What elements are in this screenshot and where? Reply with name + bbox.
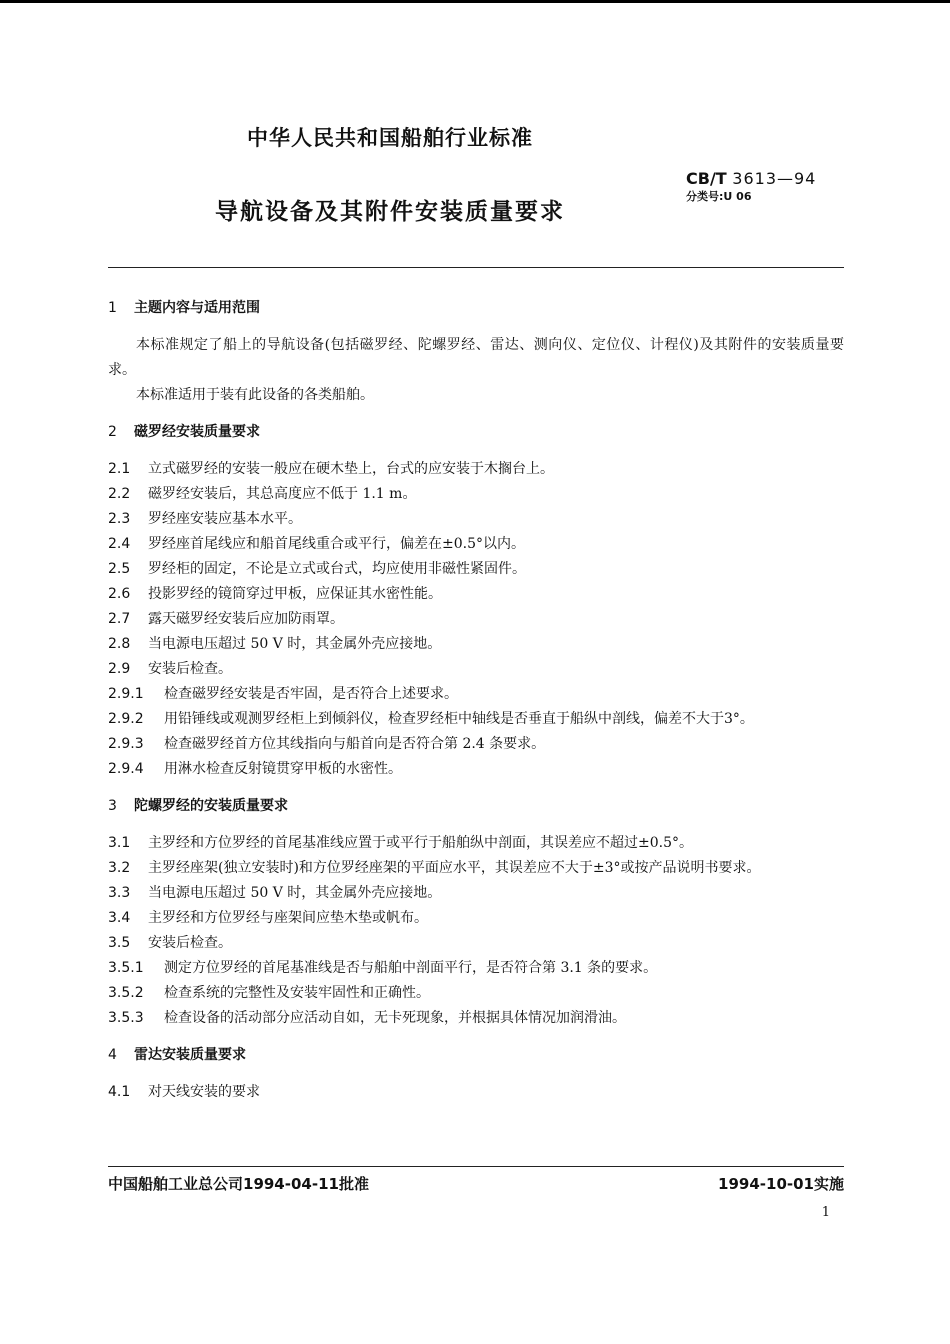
clause-text: 当电源电压超过 50 V 时，其金属外壳应接地。	[148, 636, 442, 652]
clause-number: 3.1	[108, 835, 131, 851]
clause-text: 当电源电压超过 50 V 时，其金属外壳应接地。	[148, 885, 442, 901]
standard-name: 中华人民共和国船舶行业标准	[247, 126, 533, 150]
clause	[108, 1006, 844, 1031]
clause	[108, 757, 844, 782]
clause	[108, 582, 844, 607]
clause-number: 3.5	[108, 935, 131, 951]
clause-text: 对天线安装的要求	[148, 1084, 260, 1100]
clause-text: 主罗经座架(独立安装时)和方位罗经座架的平面应水平，其误差应不大于±3°或按产品说明书要求。	[148, 860, 761, 876]
clause	[108, 507, 844, 532]
section-number: 4	[108, 1047, 117, 1063]
clause-number: 2.5	[108, 561, 131, 577]
clause-text: 罗经柜的固定，不论是立式或台式，均应使用非磁性紧固件。	[148, 561, 526, 577]
clause-number: 3.4	[108, 910, 131, 926]
clause	[108, 956, 844, 981]
section-heading	[108, 1043, 844, 1068]
paragraph: 本标准规定了船上的导航设备(包括磁罗经、陀螺罗经、雷达、测向仪、定位仪、计程仪)及其附件的安装质量要求。	[108, 337, 844, 378]
clause-number: 3.5.1	[108, 960, 144, 976]
clause	[108, 707, 844, 732]
clause-number: 3.5.3	[108, 1010, 144, 1026]
section-heading	[108, 420, 844, 445]
clause	[108, 881, 844, 906]
clause-number: 4.1	[108, 1084, 131, 1100]
clause	[108, 682, 844, 707]
clause-text: 立式磁罗经的安装一般应在硬木垫上，台式的应安装于木搁台上。	[148, 461, 554, 477]
clause-text: 主罗经和方位罗经与座架间应垫木垫或帆布。	[148, 910, 428, 926]
clause-number: 2.9.4	[108, 761, 144, 777]
clause-text: 检查设备的活动部分应活动自如，无卡死现象，并根据具体情况加润滑油。	[164, 1010, 626, 1026]
section-title: 磁罗经安装质量要求	[134, 424, 260, 440]
classification-number: 分类号:U 06	[686, 190, 752, 203]
clause-number: 2.2	[108, 486, 131, 502]
clause-text: 投影罗经的镜筒穿过甲板，应保证其水密性能。	[148, 586, 442, 602]
clause-number: 3.2	[108, 860, 131, 876]
clause-text: 用铅锤线或观测罗经柜上到倾斜仪，检查罗经柜中轴线是否垂直于船纵中剖线，偏差不大于3°。	[164, 711, 754, 727]
clause-text: 检查系统的完整性及安装牢固性和正确性。	[164, 985, 430, 1001]
clause	[108, 906, 844, 931]
section-title: 陀螺罗经的安装质量要求	[134, 798, 288, 814]
approval-line: 中国船舶工业总公司1994-04-11批准	[108, 1175, 369, 1193]
clause-text: 用淋水检查反射镜贯穿甲板的水密性。	[164, 761, 402, 777]
clause-text: 罗经座首尾线应和船首尾线重合或平行，偏差在±0.5°以内。	[148, 536, 525, 552]
clause-number: 2.4	[108, 536, 131, 552]
clause-number: 2.9.2	[108, 711, 144, 727]
clause-number: 3.5.2	[108, 985, 144, 1001]
clause-text: 检查磁罗经首方位其线指向与船首向是否符合第 2.4 条要求。	[164, 736, 546, 752]
document-body	[108, 296, 844, 1105]
clause	[108, 831, 844, 856]
clause	[108, 732, 844, 757]
clause	[108, 632, 844, 657]
clause-text: 安装后检查。	[148, 935, 232, 951]
effective-date: 1994-10-01实施	[718, 1175, 844, 1193]
code-number: 3613—94	[732, 169, 817, 188]
clause	[108, 457, 844, 482]
clause-text: 磁罗经安装后，其总高度应不低于 1.1 m。	[148, 486, 417, 502]
clause-text: 罗经座安装应基本水平。	[148, 511, 302, 527]
clause-number: 2.8	[108, 636, 131, 652]
clause	[108, 1080, 844, 1105]
clause-number: 2.9.1	[108, 686, 144, 702]
clause-text: 安装后检查。	[148, 661, 232, 677]
clause-number: 2.1	[108, 461, 131, 477]
clause	[108, 557, 844, 582]
section-heading	[108, 794, 844, 819]
document-title: 导航设备及其附件安装质量要求	[215, 199, 565, 225]
clause	[108, 532, 844, 557]
header-divider	[108, 267, 844, 268]
clause	[108, 981, 844, 1006]
section-number: 3	[108, 798, 117, 814]
section-number: 1	[108, 300, 117, 316]
clause-number: 2.9.3	[108, 736, 144, 752]
clause	[108, 657, 844, 682]
clause-text: 测定方位罗经的首尾基准线是否与船舶中剖面平行，是否符合第 3.1 条的要求。	[164, 960, 658, 976]
clause	[108, 931, 844, 956]
clause	[108, 607, 844, 632]
footer-divider	[108, 1166, 844, 1167]
document-code	[686, 169, 816, 188]
clause-number: 2.3	[108, 511, 131, 527]
section-title: 主题内容与适用范围	[134, 300, 260, 316]
clause-number: 2.9	[108, 661, 131, 677]
paragraph: 本标准适用于装有此设备的各类船舶。	[136, 387, 374, 403]
clause-text: 露天磁罗经安装后应加防雨罩。	[148, 611, 344, 627]
clause-number: 2.7	[108, 611, 131, 627]
clause-number: 2.6	[108, 586, 131, 602]
code-prefix: CB/T	[686, 169, 727, 188]
page-number: 1	[821, 1205, 830, 1220]
clause	[108, 856, 844, 881]
clause-number: 3.3	[108, 885, 131, 901]
section-title: 雷达安装质量要求	[134, 1047, 246, 1063]
top-border	[0, 0, 950, 3]
clause-text: 检查磁罗经安装是否牢固，是否符合上述要求。	[164, 686, 458, 702]
clause	[108, 482, 844, 507]
section-number: 2	[108, 424, 117, 440]
clause-text: 主罗经和方位罗经的首尾基准线应置于或平行于船舶纵中剖面，其误差应不超过±0.5°。	[148, 835, 693, 851]
section-heading	[108, 296, 844, 321]
